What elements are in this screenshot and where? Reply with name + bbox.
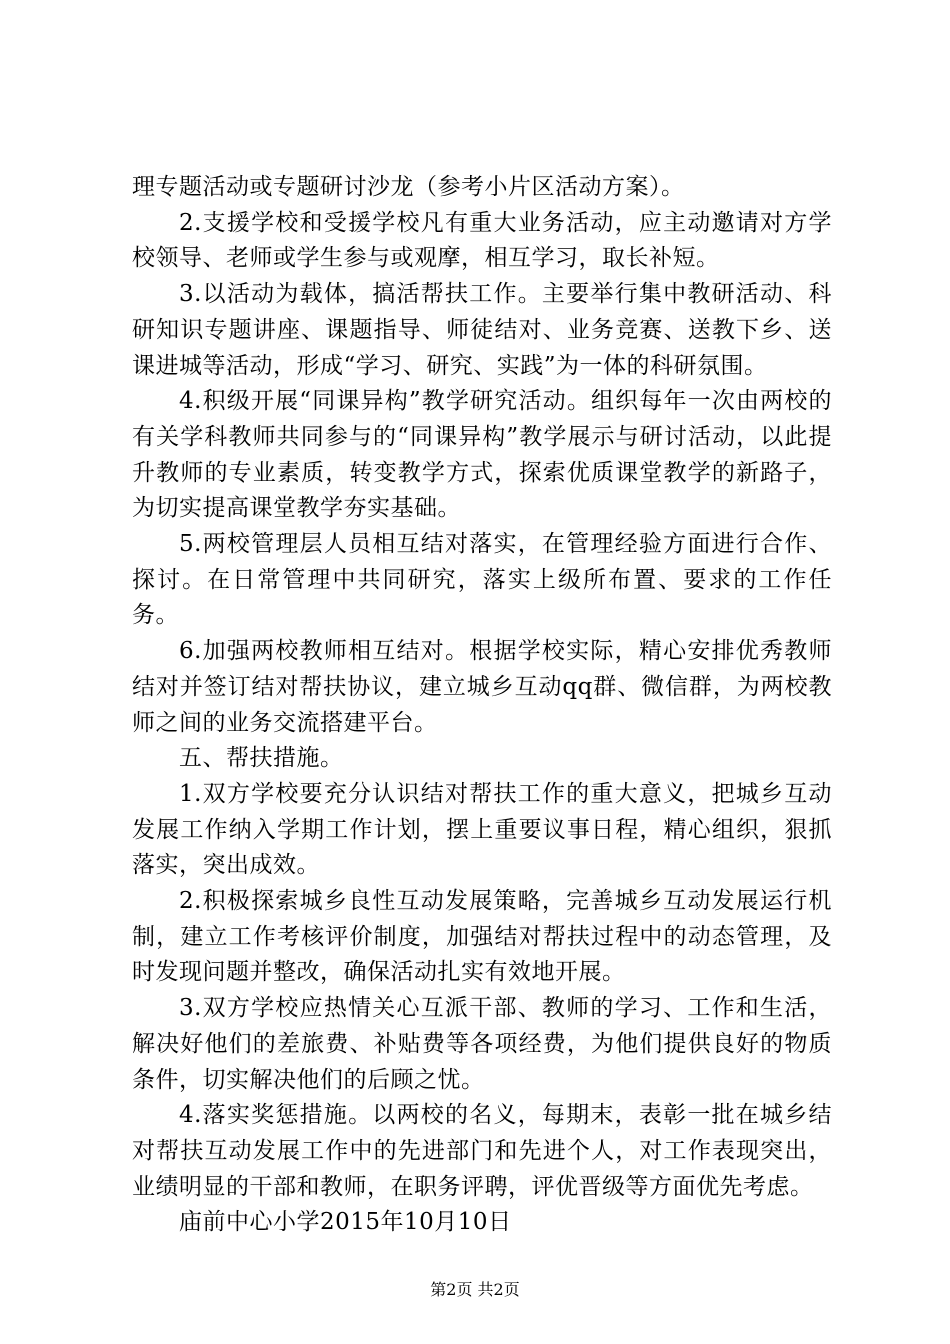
page-number-footer: 第2页 共2页 <box>430 1280 520 1299</box>
section-heading-measures: 五、帮扶措施。 <box>179 745 344 772</box>
paragraph-item-5-management: 5.两校管理层人员相互结对落实，在管理经验方面进行合作、探讨。在日常管理中共同研究，落实上级所布置、要求的工作任务。 <box>132 531 832 629</box>
document-body <box>132 170 832 1241</box>
paragraph-item-2-support: 2.支援学校和受援学校凡有重大业务活动，应主动邀请对方学校领导、老师或学生参与或观摩，相互学习，取长补短。 <box>132 209 832 272</box>
paragraph-item-4-same-lesson: 4.积级开展“同课异构”教学研究活动。组织每年一次由两校的有关学科教师共同参与的“同课异构”教学展示与研讨活动，以此提升教师的专业素质，转变教学方式，探索优质课堂教学的新路子，为切实提高课堂教学夯实基础。 <box>132 388 832 522</box>
paragraph-item-3-activities: 3.以活动为载体，搞活帮扶工作。主要举行集中教研活动、科研知识专题讲座、课题指导、师徒结对、业务竞赛、送教下乡、送课进城等活动，形成“学习、研究、实践”为一体的科研氛围。 <box>132 281 832 379</box>
paragraph-measure-4: 4.落实奖惩措施。以两校的名义，每期末，表彰一批在城乡结对帮扶互动发展工作中的先进部门和先进个人，对工作表现突出，业绩明显的干部和教师，在职务评聘，评优晋级等方面优先考虑。 <box>132 1102 832 1200</box>
paragraph-measure-1: 1.双方学校要充分认识结对帮扶工作的重大意义，把城乡互动发展工作纳入学期工作计划，摆上重要议事日程，精心组织，狠抓落实，突出成效。 <box>132 780 832 879</box>
paragraph-measure-3: 3.双方学校应热情关心互派干部、教师的学习、工作和生活，解决好他们的差旅费、补贴费等各项经费，为他们提供良好的物质条件，切实解决他们的后顾之忧。 <box>132 995 832 1093</box>
signature-date-line: 庙前中心小学2015年10月10日 <box>179 1209 512 1236</box>
paragraph-item-6-teacher-pairing: 6.加强两校教师相互结对。根据学校实际，精心安排优秀教师结对并签订结对帮扶协议，建立城乡互动qq群、微信群，为两校教师之间的业务交流搭建平台。 <box>132 638 832 736</box>
paragraph-continuation: 理专题活动或专题研讨沙龙（参考小片区活动方案）。 <box>132 174 685 200</box>
paragraph-measure-2: 2.积极探索城乡良性互动发展策略，完善城乡互动发展运行机制，建立工作考核评价制度，加强结对帮扶过程中的动态管理，及时发现问题并整改，确保活动扎实有效地开展。 <box>132 888 832 986</box>
